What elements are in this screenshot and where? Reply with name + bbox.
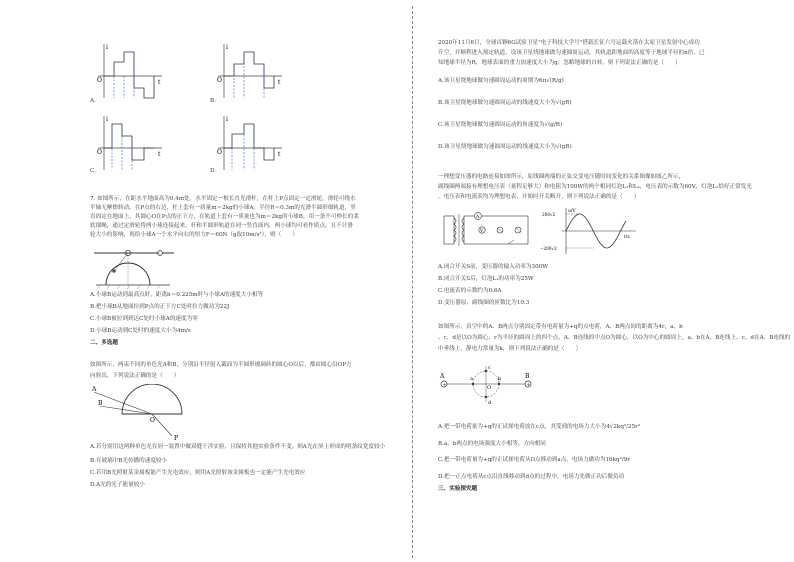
graph-choice-d <box>208 112 288 174</box>
q11-option-a: A.把一带电荷量为+q的正试探电荷放在c点，其受到的电场力大小为4√2kq²/25r² <box>438 424 641 430</box>
q7-line: 软细绳，通过定滑轮将两小球连接起来。杆和半圆形轨道在同一竖直面内，两小球均可看作质点，且不计滑 <box>90 223 353 229</box>
q10-circuit-figure <box>438 206 534 256</box>
q11-line: 、c、d是以O为圆心、r为半径的圆周上的四个点，A、B连线的中点O为圆心，以O为中心的圆周上，a、b在A、B连线上，c、d在A、B连线的 <box>438 335 791 341</box>
axis-origin: O <box>217 149 222 156</box>
q9-line: 2020年11月6日，全球首颗6G试验卫星"电子科技大学号"搭载长征六号运载火箭在太原卫星发射中心成功 <box>438 40 700 46</box>
graph-choice-b <box>208 40 288 102</box>
point-label-o: O <box>487 385 492 391</box>
q9-option-c: C.该卫星绕地球做匀速圆周运动的角速度为√(g/R) <box>438 122 563 128</box>
graph-choice-c <box>88 112 168 174</box>
q7-option-c: C.小球B被拉到到达C处时小球A的速度为零 <box>90 316 198 322</box>
axis-origin: O <box>97 149 102 156</box>
q10-voltage-graph <box>540 206 640 256</box>
q10-option-c: C.电流表的示数约为0.6A <box>438 288 502 294</box>
section-heading-experiment: 三、实验探究题 <box>438 486 478 492</box>
q7-line: 轮大小的影响，现给小球A一个水平向右的恒力F＝60N（g取10m/s²），则（ ） <box>90 232 298 238</box>
axis-label-t: t <box>278 151 281 158</box>
q10-option-d: D.变压器原、副线圈的匝数比为10:3 <box>438 300 530 306</box>
column-divider <box>412 6 413 558</box>
svg-text:O: O <box>150 417 155 424</box>
svg-text:P: P <box>174 435 179 442</box>
q7-line: 7. 如图所示，在距水平地面高为0.4m处，水平固定一根长直光滑杆，在杆上P点固定一定滑轮，滑轮可绕水 <box>90 196 356 202</box>
point-label-a: a <box>470 376 473 382</box>
q10-option-b: B.闭合开关S后，灯泡L₁的功率为25W <box>438 276 534 282</box>
graph-axis-t: t/s <box>624 235 630 240</box>
svg-text:A: A <box>92 386 97 393</box>
point-label-a-charge: A <box>440 373 445 380</box>
graph-axis-u: u/V <box>568 209 576 214</box>
axis-label-i: i <box>106 44 108 51</box>
q11-option-d: D.把一正点电荷从c点沿直线移动到d点的过程中，电场力先做正功后做负功 <box>438 474 625 480</box>
svg-text:A: A <box>476 215 480 220</box>
q10-line: ，电压表和电流表均为理想电表，开始时开关断开，则下列说法正确的是（ ） <box>438 194 640 200</box>
q8-line: 向射出，下列说法正确的是（ ） <box>90 373 180 379</box>
choice-label-b: B. <box>210 98 216 104</box>
svg-text:+: + <box>442 382 447 388</box>
q8-option-a: A.若分别用这两种单色光在同一装置中做双缝干涉实验，且保持其他实验条件不变，则A光在屏上形成的明条纹宽度较小 <box>90 444 386 450</box>
svg-text:V: V <box>480 229 484 234</box>
q10-line: 一理想变压器的电路连接如图所示，原线圈两端的正弦交变电压随时间变化的关系图像如图乙所示， <box>438 174 685 180</box>
right-column <box>428 0 791 562</box>
q11-line: 中垂线上，静电力常量为k，则下列说法正确的是（ ） <box>438 346 582 352</box>
q9-line: 升空，并顺利进入预定轨道，设该卫星绕地球做匀速圆周运动，其轨道距地面的高度等于地球半径的n倍，已 <box>438 50 705 56</box>
q10-option-a: A.闭合开关S前，变压器的输入功率为300W <box>438 264 548 270</box>
section-heading-multiple-choice: 二、多选题 <box>90 340 118 346</box>
axis-origin: O <box>217 77 222 84</box>
choice-label-a: A. <box>90 98 96 104</box>
choice-label-c: C. <box>90 168 96 174</box>
svg-text:B: B <box>98 400 103 407</box>
q7-line: 平轴无摩擦转动，在P点的右边，杆上套有一质量m＝2kg的小球A。半径R＝0.3m的光滑半圆形细轨道，竖 <box>90 205 356 211</box>
axis-label-i: i <box>226 116 228 123</box>
q8-figure <box>90 384 190 442</box>
q11-charges-figure <box>436 356 536 414</box>
svg-text:+: + <box>526 382 531 388</box>
q7-option-a: A.小球B运动到最高点时，距离h＝0.225m时与小球A的速度大小相等 <box>90 292 264 298</box>
q8-option-b: B.在玻璃中B光传播的速度较小 <box>90 458 168 464</box>
q8-line: 如图所示，两束不同的单色光A和B，分别沿半径射入截面为半圆形玻璃砖的圆心O以后，都由圆心沿OP方 <box>90 362 352 368</box>
q9-line: 知地球半径为R，地球表面的重力加速度大小为g，忽略地球的自转，则下列说法正确的是（ ） <box>438 60 681 66</box>
choice-label-d: D. <box>210 168 217 174</box>
point-label-c: c <box>488 365 491 371</box>
point-label-d: d <box>488 400 492 406</box>
q11-option-c: C.把一带电荷量为+q的正试探电荷从O点移动到a点，电场力做功为16kq²/9r <box>438 457 630 463</box>
q9-option-d: D.该卫星绕地球做匀速圆周运动的线速度大小为√(gR) <box>438 144 572 150</box>
q11-line: 如图所示，真空中的A、B两点分别固定带有电荷量为+q的点电荷，A、B两点间的距离为4r，a、b <box>438 324 683 330</box>
q8-option-d: D.A光的光子能量较小 <box>90 482 145 488</box>
graph-top-value: 200√2 <box>542 212 556 217</box>
axis-origin: O <box>97 77 102 84</box>
axis-label-t: t <box>158 79 161 86</box>
axis-label-t: t <box>278 79 281 86</box>
q10-line: 副线圈两端接有理想电压表（量程足够大）和电阻为100W的两个相同灯泡L₁和L₂，电压表的示数为60V，灯泡L₂恰好正常发光 <box>438 184 752 190</box>
axis-label-i: i <box>106 116 108 123</box>
graph-choice-a <box>88 40 168 102</box>
axis-label-t: t <box>158 151 161 158</box>
q7-line: 直固定在地面上，其圆心O在P点的正下方，在轨道上套有一质量也为m＝2kg的小球B。用一条不可伸长的柔 <box>90 214 359 220</box>
point-label-b-charge: B <box>525 373 530 380</box>
q9-option-a: A.该卫星绕地球做匀速圆周运动的周期为6π√(R/g) <box>438 78 564 84</box>
point-label-b: b <box>498 376 502 382</box>
q7-option-d: D.小球B运动到C处时的速度大小为4m/s <box>90 328 191 334</box>
q7-option-b: B.把小球B从地面拉到P点的正下方C处时拉力做功为22J <box>90 304 230 310</box>
axis-label-i: i <box>226 44 228 51</box>
q7-figure <box>90 245 180 291</box>
q8-option-c: C.若用B光照射某金属板能产生光电效应，则用A光照射该金属板也一定能产生光电效应 <box>90 470 306 476</box>
q11-option-b: B.a、b两点的电场强度大小相等、方向相同 <box>438 441 546 447</box>
graph-bottom-value: −200√2 <box>540 246 557 251</box>
left-column <box>80 0 400 562</box>
q9-option-b: B.该卫星绕地球做匀速圆周运动的线速度大小为√(gR) <box>438 100 572 106</box>
